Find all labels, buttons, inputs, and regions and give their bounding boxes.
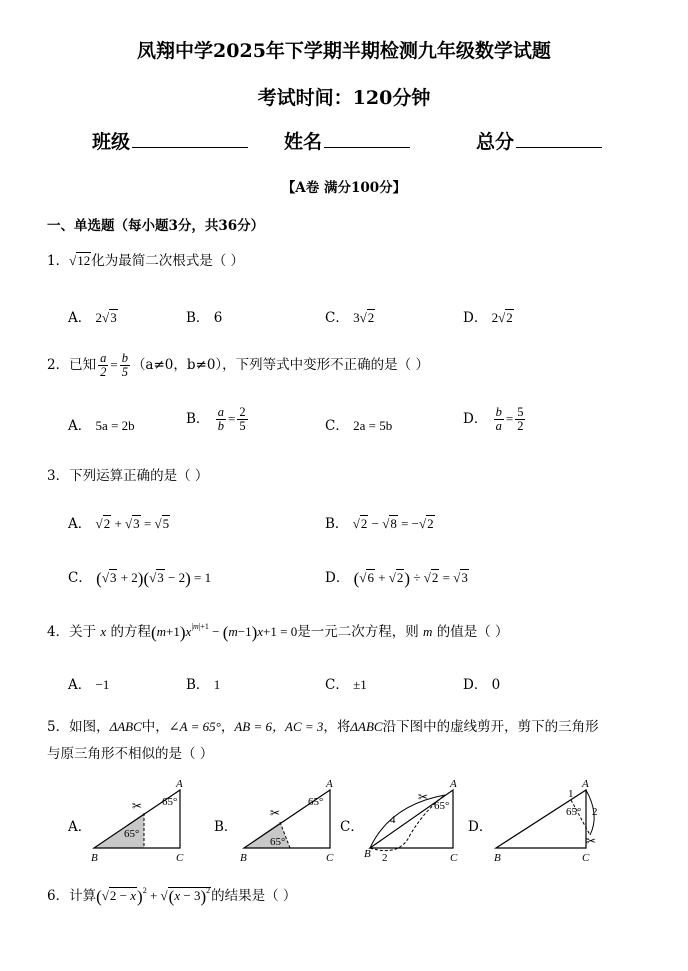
option-letter: A． [68, 516, 92, 532]
equals: = [505, 411, 514, 426]
option-coef: 2 [95, 310, 103, 325]
frac-num: b [495, 405, 502, 419]
option-letter: D． [325, 570, 350, 586]
option-expr: 2a = 5b [353, 418, 393, 433]
triangle-c [370, 790, 453, 848]
frac-den: 5 [239, 419, 246, 433]
q2-option-b[interactable] [186, 406, 250, 433]
figure-b[interactable] [240, 778, 334, 864]
score-field [476, 127, 602, 154]
option-value: 1 [213, 677, 221, 692]
length-label: 2 [382, 852, 388, 864]
name-blank[interactable] [324, 129, 410, 148]
q5-option-d[interactable]: D． [468, 819, 493, 835]
angle-label: 65° [566, 806, 582, 818]
vertex-a: A [176, 778, 183, 790]
length-label: 2 [592, 806, 598, 818]
frac-num: 2 [239, 405, 246, 419]
stem-part: ，将 [323, 719, 351, 735]
angle-label: 65° [434, 800, 450, 812]
vertex-c: C [176, 852, 184, 864]
stem-part: 关于 [69, 624, 97, 640]
figure-d[interactable] [494, 778, 598, 864]
frac-num: 5 [517, 405, 524, 419]
figure-a[interactable] [91, 778, 184, 864]
figure-c[interactable] [364, 778, 458, 864]
option-letter: A． [68, 418, 92, 434]
stem-part: 是一元二次方程，则 [297, 624, 419, 640]
frac-den: b [217, 419, 224, 433]
q1-option-c[interactable]: C． 3√2 [325, 310, 375, 326]
section1-heading: 一、单选题（每小题3分，共36分） [47, 218, 265, 234]
angle-label: 65° [308, 796, 324, 808]
option-letter: B． [325, 516, 349, 532]
q5-option-a[interactable]: A． [68, 819, 92, 835]
question-6: 6．计算$(√2 - x)^2 + √(x - 3)^2$的结果是（ ） [47, 886, 297, 906]
option-letter: C． [325, 310, 349, 326]
q3-option-d[interactable]: D． (√6 + √2) ÷ √2 = √3 [325, 569, 468, 588]
q4-option-b[interactable] [186, 673, 220, 693]
name-label: 姓名 [284, 131, 323, 153]
score-blank[interactable] [516, 129, 602, 148]
vertex-a: A [326, 778, 333, 790]
question-number: 6． [47, 888, 70, 904]
question-number: 1． [47, 253, 70, 269]
angle-label: 65° [124, 828, 140, 840]
vertex-b: B [364, 848, 371, 860]
question-5-line2: 与原三角形不相似的是（ ） [47, 746, 214, 762]
scissors-icon: ✂ [132, 799, 143, 813]
score-label: 总分 [476, 131, 515, 153]
option-letter: B． [186, 310, 210, 326]
stem-part: 沿下图中的虚线剪开，剪下的三角形 [382, 719, 599, 735]
side-condition: AB = 6，AC = 3 [234, 719, 324, 734]
question-stem: 的结果是（ ） [211, 888, 297, 904]
vertex-c: C [582, 852, 590, 864]
vertex-c: C [450, 852, 458, 864]
option-letter: D． [463, 677, 488, 693]
question-number: 2． [47, 357, 70, 373]
length-label: 1 [568, 788, 574, 800]
scissors-icon: ✂ [418, 790, 429, 804]
scissors-icon: ✂ [270, 806, 281, 820]
exam-title: 凤翔中学2025年下学期半期检测九年级数学试题 [137, 40, 551, 62]
vertex-a: A [582, 778, 589, 790]
question-stem: 下列运算正确的是（ ） [69, 468, 209, 484]
question-1: 1．√12化为最简二次根式是（ ） [47, 253, 245, 269]
option-letter: B． [186, 411, 210, 427]
fraction: $\frac{b}{5}$ [121, 351, 128, 379]
option-letter: A． [68, 310, 92, 326]
angle-condition: ∠A = 65° [168, 719, 221, 734]
radicand: 3 [110, 310, 117, 325]
variable: x [100, 624, 107, 639]
question-5: 5．如图，ΔABC中，∠A = 65°，AB = 6，AC = 3，将ΔABC沿下图中的虚线剪开，剪下的三角形 [47, 719, 599, 735]
q5-option-b[interactable]: B． [214, 819, 238, 835]
radicand: 2 [367, 310, 375, 325]
name-field [284, 127, 410, 154]
q5-option-c[interactable]: C． [340, 819, 364, 835]
q3-option-c[interactable]: C． (√3 + 2)(√3 − 2) = 1 [68, 569, 212, 588]
stem-part: 的值是（ ） [436, 624, 509, 640]
class-blank[interactable] [132, 129, 248, 148]
q4-option-c[interactable] [325, 673, 367, 693]
option-letter: A． [68, 677, 92, 693]
option-letter: B． [186, 677, 210, 693]
frac-den: a [495, 419, 502, 433]
q1-option-d[interactable]: D． 2√2 [463, 310, 513, 326]
q3-option-b[interactable]: B． √2 − √8 = −√2 [325, 516, 434, 532]
option-value: 0 [491, 677, 501, 693]
fraction: $\frac{a}{2}$ [100, 351, 107, 379]
question-stem: （a≠0，b≠0），下列等式中变形不正确的是（ ） [131, 357, 429, 373]
question-3 [47, 464, 208, 484]
q4-option-a[interactable] [68, 673, 109, 693]
vertex-b: B [240, 852, 247, 864]
q2-option-a[interactable] [68, 414, 135, 434]
question-number: 4． [47, 624, 70, 640]
option-letter: D． [463, 411, 488, 427]
radicand: 12 [77, 253, 91, 268]
question-number: 3． [47, 468, 70, 484]
q5-figures [0, 775, 688, 870]
stem-part: 如图， [69, 719, 110, 735]
class-label: 班级 [92, 131, 131, 153]
q2-option-d[interactable] [463, 406, 527, 433]
option-value: 6 [213, 310, 223, 326]
question-stem: 化为最简二次根式是（ ） [91, 253, 245, 269]
angle-label: 65° [270, 836, 286, 848]
question-4: 4．关于 x 的方程$(m+1)x^{|m|+1} - (m-1)x+1 = 0$是一元二次方程，则 m 的值是（ ） [47, 622, 509, 642]
exam-time: 考试时间：120分钟 [257, 87, 431, 109]
section-a-heading: 【A卷 满分100分】 [281, 180, 407, 196]
vertex-a: A [450, 778, 457, 790]
option-coef: 3 [353, 310, 360, 325]
question-prefix: 计算 [69, 888, 97, 904]
class-field [92, 127, 248, 154]
vertex-b: B [494, 852, 501, 864]
vertex-b: B [91, 852, 98, 864]
q4-option-d[interactable] [463, 673, 500, 693]
option-coef: 2 [491, 310, 499, 325]
frac-num: a [217, 405, 224, 419]
option-value: −1 [95, 677, 110, 692]
question-prefix: 已知 [69, 357, 97, 373]
option-letter: C． [325, 418, 349, 434]
question-number: 5． [47, 719, 70, 735]
equals: = [227, 411, 236, 426]
triangle-name: ΔABC [350, 719, 383, 734]
length-label: 4 [390, 814, 396, 826]
angle-label: 65° [162, 796, 178, 808]
radicand: 2 [506, 310, 513, 325]
option-letter: D． [463, 310, 488, 326]
option-value: ±1 [353, 677, 367, 692]
q3-option-a[interactable]: A． √2 + √3 = √5 [68, 516, 170, 532]
stem-part: 的方程 [110, 624, 151, 640]
question-2: 2．已知 $\frac{a}{2}$ = $\frac{b}{5}$ （a≠0，b≠0），下列等式中变形不正确的是（ ） [47, 351, 429, 379]
q1-option-a[interactable]: A． 2√3 [68, 310, 117, 326]
option-expr: 5a = 2b [95, 418, 135, 433]
q2-option-c[interactable] [325, 414, 392, 434]
stem-part: 中， [141, 719, 169, 735]
variable: m [423, 624, 433, 639]
option-letter: C． [325, 677, 349, 693]
scissors-icon: ✂ [586, 834, 597, 848]
vertex-c: C [326, 852, 334, 864]
option-letter: C． [68, 570, 92, 586]
triangle-name: ΔABC [109, 719, 142, 734]
q1-option-b[interactable] [186, 306, 222, 326]
frac-den: 2 [517, 419, 524, 433]
